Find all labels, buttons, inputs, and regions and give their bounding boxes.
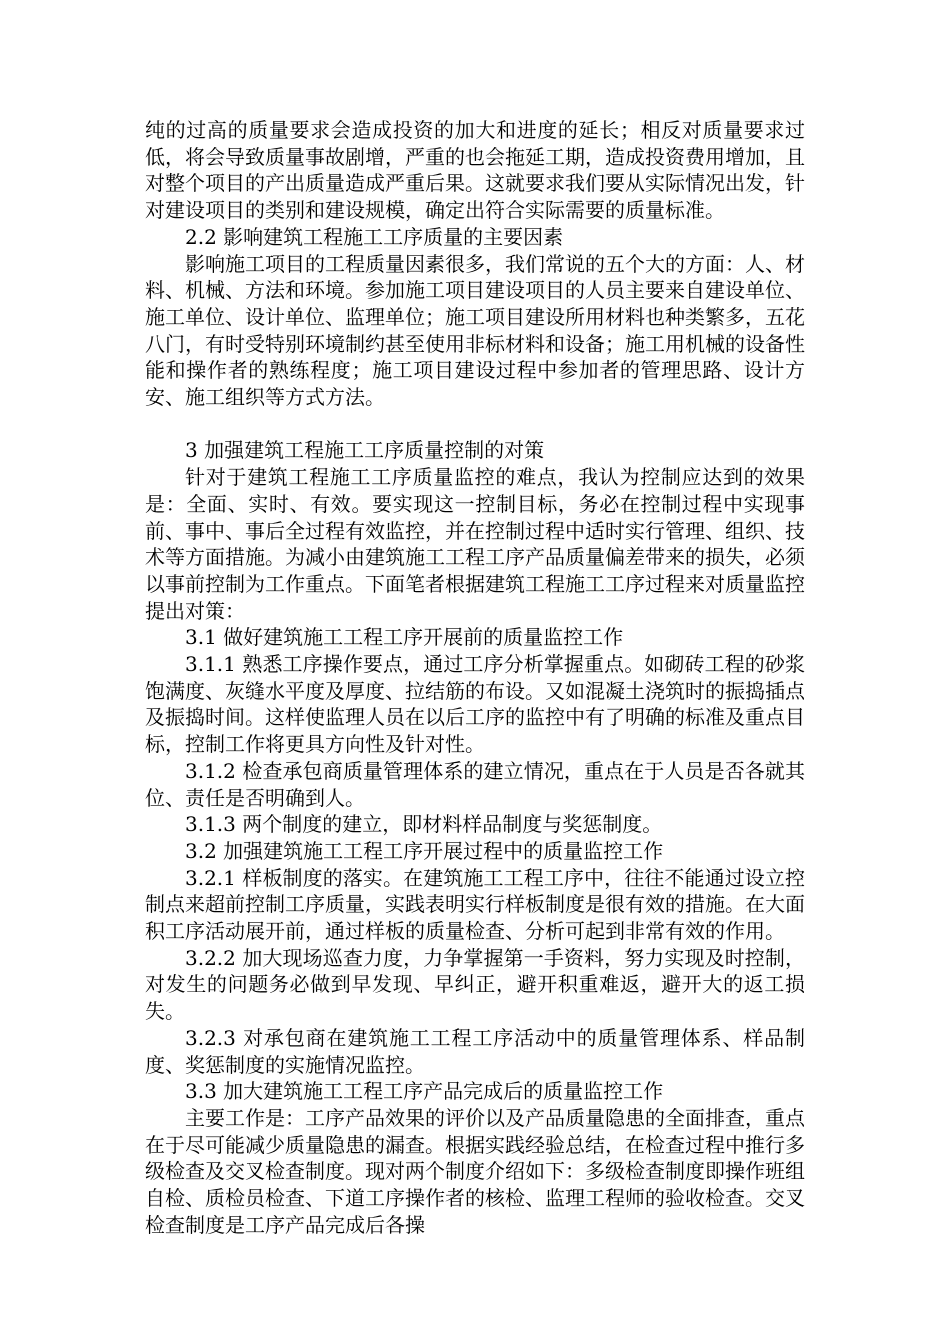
paragraph: 纯的过高的质量要求会造成投资的加大和进度的延长；相反对质量要求过低，将会导致质量事故剧增，严重的也会拖延工期，造成投资费用增加，且对整个项目的产出质量造成严重后果。这就要求我们要从实际情况出发，针对建设项目的类别和建设规模，确定出符合实际需要的质量标准。 [145, 118, 805, 223]
section-heading: 3.3 加大建筑施工工程工序产品完成后的质量监控工作 [185, 1079, 664, 1104]
paragraph: 主要工作是：工序产品效果的评价以及产品质量隐患的全面排查，重点在于尽可能减少质量隐患的漏查。根据实践经验总结，在检查过程中推行多级检查及交叉检查制度。现对两个制度介绍如下：多级检查制度即操作班组自检、质检员检查、下道工序操作者的核检、监理工程师的验收检查。交叉检查制度是工序产品完成后各操 [145, 1106, 805, 1237]
paragraph: 3.2.2 加大现场巡查力度，力争掌握第一手资料，努力实现及时控制，对发生的问题务必做到早发现、早纠正，避开积重难返，避开大的返工损失。 [145, 945, 805, 1024]
section-heading: 3 加强建筑工程施工工序质量控制的对策 [185, 438, 545, 463]
section-heading: 3.1 做好建筑施工工程工序开展前的质量监控工作 [185, 625, 624, 650]
section-heading: 2.2 影响建筑工程施工工序质量的主要因素 [185, 224, 564, 249]
paragraph: 3.2.1 样板制度的落实。在建筑施工工程工序中，往往不能通过设立控制点来超前控制工序质量，实践表明实行样板制度是很有效的措施。在大面积工序活动展开前，通过样板的质量检查、分析可起到非常有效的作用。 [145, 865, 805, 944]
paragraph: 3.2.3 对承包商在建筑施工工程工序活动中的质量管理体系、样品制度、奖惩制度的实施情况监控。 [145, 1025, 805, 1077]
paragraph: 3.1.3 两个制度的建立，即材料样品制度与奖惩制度。 [185, 812, 663, 837]
paragraph: 影响施工项目的工程质量因素很多，我们常说的五个大的方面：人、材料、机械、方法和环境。参加施工项目建设项目的人员主要来自建设单位、施工单位、设计单位、监理单位；施工项目建设所用材料也种类繁多，五花八门，有时受特别环境制约甚至使用非标材料和设备；施工用机械的设备性能和操作者的熟练程度；施工项目建设过程中参加者的管理思路、设计方安、施工组织等方式方法。 [145, 251, 805, 410]
paragraph: 3.1.2 检查承包商质量管理体系的建立情况，重点在于人员是否各就其位、责任是否明确到人。 [145, 758, 805, 810]
paragraph-gap [145, 411, 805, 438]
document-page [145, 117, 805, 1239]
paragraph: 针对于建筑工程施工工序质量监控的难点，我认为控制应达到的效果是：全面、实时、有效。要实现这一控制目标，务必在控制过程中实现事前、事中、事后全过程有效监控，并在控制过程中适时实行管理、组织、技术等方面措施。为减小由建筑施工工程工序产品质量偏差带来的损失，必须以事前控制为工作重点。下面笔者根据建筑工程施工工序过程来对质量监控提出对策： [145, 465, 805, 623]
paragraph: 3.1.1 熟悉工序操作要点，通过工序分析掌握重点。如砌砖工程的砂浆饱满度、灰缝水平度及厚度、拉结筋的布设。又如混凝土浇筑时的振捣插点及振捣时间。这样使监理人员在以后工序的监控中有了明确的标准及重点目标，控制工作将更具方向性及针对性。 [145, 652, 805, 757]
section-heading: 3.2 加强建筑施工工程工序开展过程中的质量监控工作 [185, 838, 664, 863]
